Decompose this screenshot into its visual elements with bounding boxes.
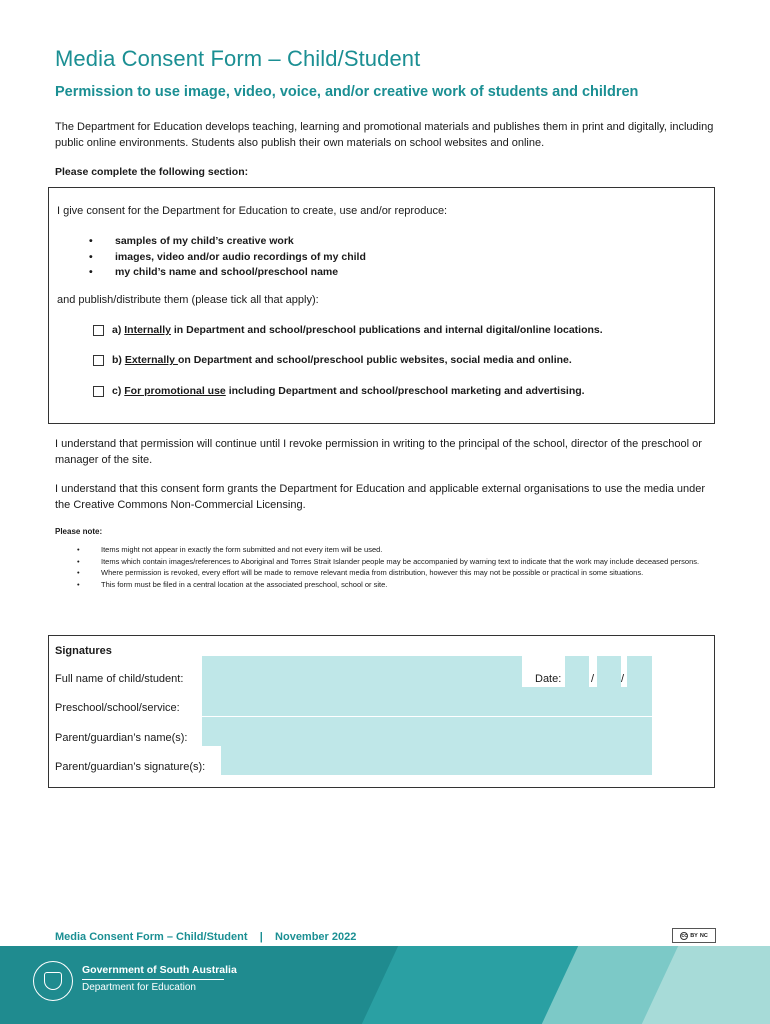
nc-icon: NC [699,932,708,939]
parent-signature-field[interactable] [221,746,652,775]
consent-section [48,187,715,424]
note-item: • Where permission is revoked, every effort will be made to remove relevant media from distribution, however this may not be possible or practical in some situations. [77,568,644,577]
revoke-permission-text: I understand that permission will continue until I revoke permission in writing to the principal of the school, director of the preschool or manager of the site. [55,438,702,466]
option-externally [93,354,572,366]
bullet-icon: • [89,250,93,263]
cc-icon: cc [681,932,687,939]
date-day-field[interactable] [565,656,589,687]
internally-checkbox[interactable] [93,325,104,336]
date-separator: / [621,673,625,685]
signatures-heading: Signatures [55,645,112,657]
creative-commons-text: I understand that this consent form grants the Department for Education and applicable external organisations to use the media under the Creative Commons Non-Commercial Licensing. [55,483,706,511]
parent-name-field[interactable] [202,717,652,746]
full-name-label: Full name of child/student: [55,673,184,685]
page-title: Media Consent Form – Child/Student [55,46,421,71]
option-label: c) For promotional use including Department and school/preschool marketing and advertising. [112,385,585,397]
date-label: Date: [535,673,562,685]
page-subtitle: Permission to use image, video, voice, and/or creative work of students and children [55,84,639,100]
banner-divider [82,979,224,980]
parent-signature-label: Parent/guardian’s signature(s): [55,761,206,773]
date-year-field[interactable] [627,656,652,687]
bullet-icon: • [77,568,80,577]
service-label: Preschool/school/service: [55,702,180,714]
bullet-icon: • [89,266,93,278]
full-name-field[interactable] [202,656,522,687]
consent-item: • samples of my child’s creative work [89,234,366,250]
bullet-icon: • [77,545,80,554]
consent-item: • my child’s name and school/preschool name [89,265,366,281]
consent-item: • images, video and/or audio recordings of my child [89,250,366,266]
note-item: • Items which contain images/references to Aboriginal and Torres Strait Islander people may be accompanied by warning text to indicate that the work may include deceased persons. [77,556,700,566]
date-separator: / [591,673,595,685]
bullet-icon: • [77,556,80,566]
bullet-icon: • [89,235,93,247]
promotional-checkbox[interactable] [93,386,104,397]
department-name: Department for Education [82,982,196,993]
publish-text: and publish/distribute them (please tick all that apply): [57,294,319,306]
intro-paragraph: The Department for Education develops teaching, learning and promotional materials and publishes them in print and digitally, including public online environments. Students also publish their own materials on school websites and online. [55,121,714,149]
service-field[interactable] [202,687,652,716]
government-name: Government of South Australia [82,964,237,976]
sa-crest-icon [33,961,73,1001]
option-label: b) Externally on Department and school/preschool public websites, social media and online. [112,354,572,366]
parent-name-label: Parent/guardian’s name(s): [55,732,188,744]
signatures-section [48,635,715,788]
consent-items-list [89,234,366,281]
note-item: • Items might not appear in exactly the form submitted and not every item will be used. [77,545,383,554]
give-consent-text: I give consent for the Department for Education to create, use and/or reproduce: [57,205,448,217]
please-complete-heading: Please complete the following section: [55,166,249,178]
creative-commons-badge [672,928,716,943]
footer-title: Media Consent Form – Child/Student | November 2022 [55,931,357,943]
note-item: • This form must be filed in a central location at the associated preschool, school or site. [77,579,388,589]
by-icon: BY [690,932,698,939]
option-internally [93,324,603,336]
date-month-field[interactable] [597,656,621,687]
please-note-heading: Please note: [55,527,103,536]
option-label: a) Internally in Department and school/preschool publications and internal digital/online locations. [112,324,603,336]
externally-checkbox[interactable] [93,355,104,366]
bullet-icon: • [77,579,80,589]
notes-list [77,544,717,590]
option-promotional [93,385,585,397]
